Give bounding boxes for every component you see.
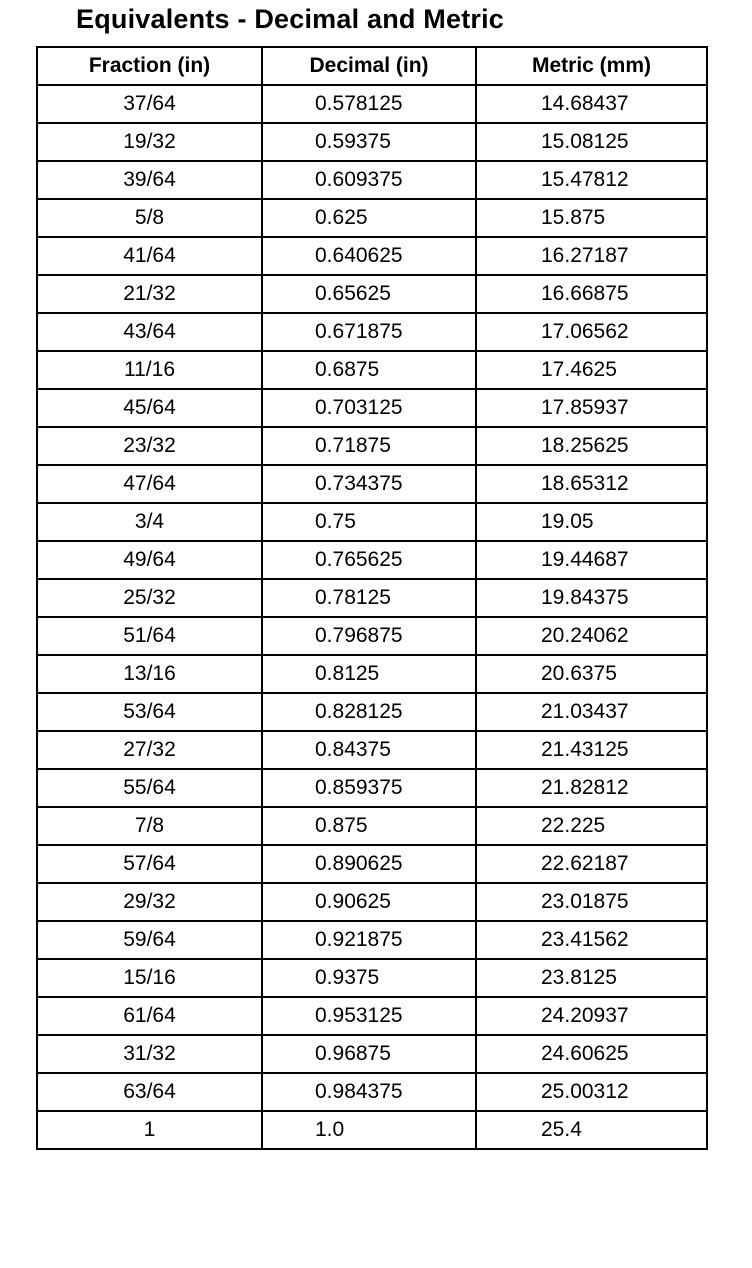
- table-row: [37, 997, 707, 1035]
- table-row: [37, 807, 707, 845]
- equivalents-table: [36, 46, 708, 1150]
- cell-metric: 19.84375: [476, 579, 707, 617]
- cell-metric: 23.41562: [476, 921, 707, 959]
- cell-fraction: 45/64: [37, 389, 262, 427]
- table-row: [37, 161, 707, 199]
- cell-metric: 21.43125: [476, 731, 707, 769]
- cell-decimal: 0.953125: [262, 997, 476, 1035]
- cell-decimal: 0.859375: [262, 769, 476, 807]
- cell-decimal: 0.6875: [262, 351, 476, 389]
- cell-fraction: 31/32: [37, 1035, 262, 1073]
- cell-metric: 22.62187: [476, 845, 707, 883]
- cell-metric: 24.20937: [476, 997, 707, 1035]
- table-row: [37, 541, 707, 579]
- table-row: [37, 845, 707, 883]
- table-row: [37, 579, 707, 617]
- table-row: [37, 883, 707, 921]
- cell-metric: 17.06562: [476, 313, 707, 351]
- cell-metric: 23.01875: [476, 883, 707, 921]
- cell-fraction: 53/64: [37, 693, 262, 731]
- table-row: [37, 617, 707, 655]
- cell-metric: 17.4625: [476, 351, 707, 389]
- cell-fraction: 25/32: [37, 579, 262, 617]
- cell-decimal: 0.609375: [262, 161, 476, 199]
- cell-fraction: 61/64: [37, 997, 262, 1035]
- cell-metric: 25.00312: [476, 1073, 707, 1111]
- cell-metric: 14.68437: [476, 85, 707, 123]
- cell-fraction: 1: [37, 1111, 262, 1149]
- page-title: Equivalents - Decimal and Metric: [76, 4, 505, 34]
- cell-fraction: 37/64: [37, 85, 262, 123]
- table-row: [37, 199, 707, 237]
- cell-decimal: 0.640625: [262, 237, 476, 275]
- cell-metric: 15.08125: [476, 123, 707, 161]
- cell-metric: 23.8125: [476, 959, 707, 997]
- table-header-row: [37, 47, 707, 85]
- cell-metric: 21.82812: [476, 769, 707, 807]
- cell-fraction: 15/16: [37, 959, 262, 997]
- cell-decimal: 0.984375: [262, 1073, 476, 1111]
- cell-decimal: 1.0: [262, 1111, 476, 1149]
- table-row: [37, 693, 707, 731]
- cell-fraction: 13/16: [37, 655, 262, 693]
- cell-fraction: 63/64: [37, 1073, 262, 1111]
- cell-fraction: 43/64: [37, 313, 262, 351]
- cell-metric: 22.225: [476, 807, 707, 845]
- cell-fraction: 59/64: [37, 921, 262, 959]
- cell-decimal: 0.96875: [262, 1035, 476, 1073]
- header-fraction: Fraction (in): [37, 47, 262, 85]
- table-row: [37, 921, 707, 959]
- cell-decimal: 0.84375: [262, 731, 476, 769]
- cell-decimal: 0.734375: [262, 465, 476, 503]
- cell-fraction: 27/32: [37, 731, 262, 769]
- table-row: [37, 655, 707, 693]
- cell-fraction: 51/64: [37, 617, 262, 655]
- cell-decimal: 0.578125: [262, 85, 476, 123]
- cell-decimal: 0.9375: [262, 959, 476, 997]
- table-row: [37, 1073, 707, 1111]
- cell-decimal: 0.8125: [262, 655, 476, 693]
- cell-decimal: 0.671875: [262, 313, 476, 351]
- cell-metric: 25.4: [476, 1111, 707, 1149]
- cell-fraction: 57/64: [37, 845, 262, 883]
- cell-decimal: 0.703125: [262, 389, 476, 427]
- cell-metric: 16.27187: [476, 237, 707, 275]
- cell-fraction: 55/64: [37, 769, 262, 807]
- cell-decimal: 0.796875: [262, 617, 476, 655]
- cell-decimal: 0.90625: [262, 883, 476, 921]
- table-row: [37, 389, 707, 427]
- cell-decimal: 0.59375: [262, 123, 476, 161]
- table-row: [37, 123, 707, 161]
- cell-decimal: 0.78125: [262, 579, 476, 617]
- cell-decimal: 0.921875: [262, 921, 476, 959]
- cell-metric: 16.66875: [476, 275, 707, 313]
- cell-metric: 19.44687: [476, 541, 707, 579]
- table-row: [37, 237, 707, 275]
- cell-fraction: 49/64: [37, 541, 262, 579]
- cell-fraction: 41/64: [37, 237, 262, 275]
- table-body: [37, 85, 707, 1149]
- cell-decimal: 0.75: [262, 503, 476, 541]
- cell-decimal: 0.765625: [262, 541, 476, 579]
- table-row: [37, 275, 707, 313]
- table-row: [37, 731, 707, 769]
- table-row: [37, 313, 707, 351]
- table-row: [37, 1111, 707, 1149]
- cell-fraction: 19/32: [37, 123, 262, 161]
- table-row: [37, 503, 707, 541]
- cell-metric: 21.03437: [476, 693, 707, 731]
- table-row: [37, 959, 707, 997]
- cell-decimal: 0.625: [262, 199, 476, 237]
- cell-decimal: 0.71875: [262, 427, 476, 465]
- cell-metric: 15.875: [476, 199, 707, 237]
- cell-fraction: 11/16: [37, 351, 262, 389]
- cell-decimal: 0.828125: [262, 693, 476, 731]
- cell-decimal: 0.65625: [262, 275, 476, 313]
- table-row: [37, 1035, 707, 1073]
- cell-decimal: 0.875: [262, 807, 476, 845]
- cell-metric: 20.24062: [476, 617, 707, 655]
- cell-metric: 24.60625: [476, 1035, 707, 1073]
- cell-decimal: 0.890625: [262, 845, 476, 883]
- table-row: [37, 769, 707, 807]
- table-row: [37, 427, 707, 465]
- cell-metric: 15.47812: [476, 161, 707, 199]
- header-metric: Metric (mm): [476, 47, 707, 85]
- cell-fraction: 3/4: [37, 503, 262, 541]
- cell-metric: 19.05: [476, 503, 707, 541]
- table-row: [37, 85, 707, 123]
- table-row: [37, 465, 707, 503]
- cell-fraction: 7/8: [37, 807, 262, 845]
- cell-fraction: 21/32: [37, 275, 262, 313]
- header-decimal: Decimal (in): [262, 47, 476, 85]
- cell-metric: 18.65312: [476, 465, 707, 503]
- cell-metric: 20.6375: [476, 655, 707, 693]
- cell-fraction: 23/32: [37, 427, 262, 465]
- cell-metric: 17.85937: [476, 389, 707, 427]
- cell-fraction: 47/64: [37, 465, 262, 503]
- cell-metric: 18.25625: [476, 427, 707, 465]
- table-row: [37, 351, 707, 389]
- cell-fraction: 39/64: [37, 161, 262, 199]
- cell-fraction: 29/32: [37, 883, 262, 921]
- cell-fraction: 5/8: [37, 199, 262, 237]
